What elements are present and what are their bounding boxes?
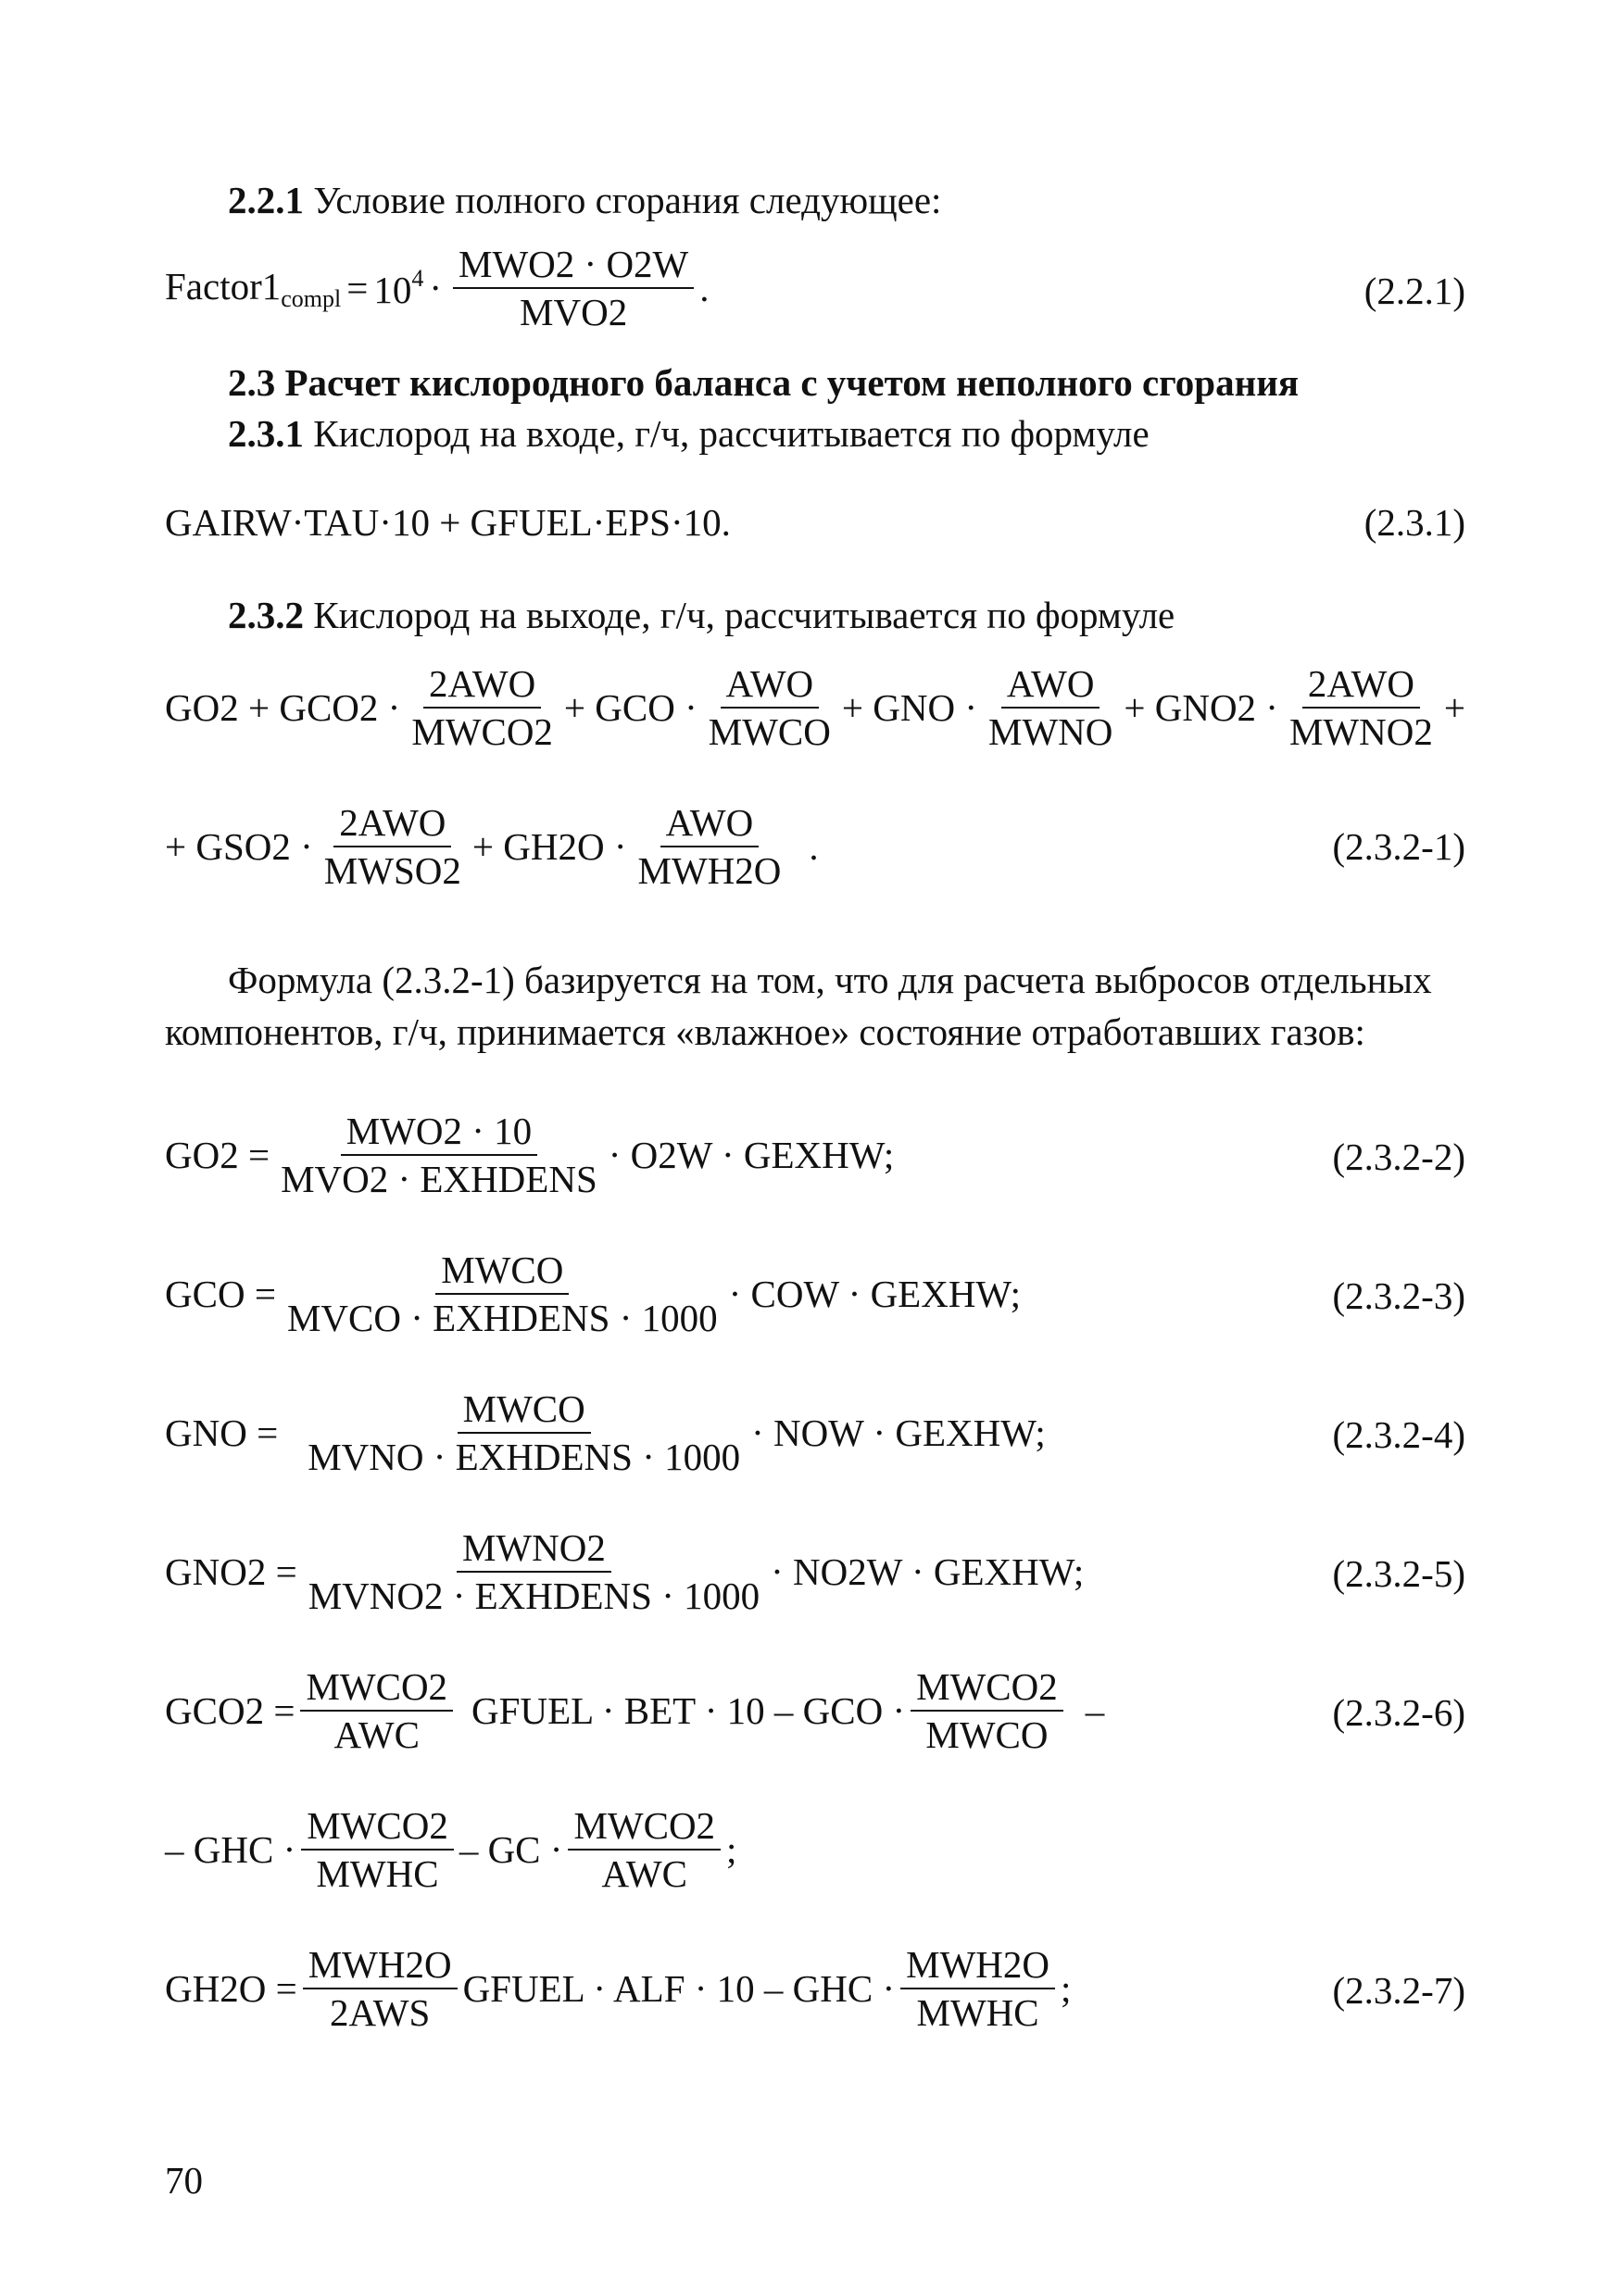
fraction: $\frac{\text{MWH2O}}{\text{2AWS}}$: [303, 1943, 458, 2034]
formula-2-3-2-1-line2: + GSO2 · $\frac{\text{2AWO}}{\text{MWSO2}}$ + GH2O · $\frac{\text{AWO}}{\text{MWH2O}}$ .: [165, 801, 819, 892]
fraction: $\frac{\text{2AWO}}{\text{MWSO2}}$: [323, 801, 461, 892]
paragraph-2-2-1: [165, 174, 1466, 226]
paragraph-2-3-2: [165, 589, 1466, 641]
fraction: $\frac{\text{MWCO}}{\text{MVNO · EXHDENS · 1000}}$: [308, 1387, 741, 1478]
formula-2-3-2-6-line1: GCO2 = $\frac{\text{MWCO2}}{\text{AWC}}$ GFUEL · BET · 10 – GCO · $\frac{\text{MWCO2}}{\text{MWCO}}$ –: [165, 1665, 1105, 1756]
formula-2-3-2-4: GNO = $\frac{\text{MWCO}}{\text{MVNO · EXHDENS · 1000}}$ · NOW · GEXHW;: [165, 1387, 1046, 1478]
formula-lhs: $Factor1_{compl}$: [165, 264, 342, 312]
formula-2-2-1: $Factor1_{compl}$ = $10^4$ · $\frac{\text{MWO2 · O2W}}{\text{MVO2}}$ .: [165, 243, 710, 333]
equation-number: (2.3.2-5): [1332, 1552, 1465, 1595]
equation-number: (2.3.2-7): [1332, 1969, 1465, 2012]
equation-number: (2.3.1): [1363, 501, 1465, 544]
formula-2-3-2-3: GCO = $\frac{\text{MWCO}}{\text{MVCO · EXHDENS · 1000}}$ · COW · GEXHW;: [165, 1248, 1022, 1339]
formula-2-3-2-5: GNO2 = $\frac{\text{MWNO2}}{\text{MVNO2 · EXHDENS · 1000}}$ · NO2W · GEXHW;: [165, 1526, 1085, 1617]
paragraph-text: Кислород на выходе, г/ч, рассчитывается по формуле: [304, 594, 1175, 636]
section-label: 2.3.2: [228, 594, 304, 636]
formula-2-3-2-1-line1: GO2 + GCO2 · $\frac{\text{2AWO}}{\text{MWCO2}}$ + GCO · $\frac{\text{AWO}}{\text{MWCO}}$ + GNO · $\frac{\text{AWO}}{\text{MWNO}}$ + GNO2 · $\frac{\text{2AWO}}{\text{MWNO2}}$ +: [165, 662, 1465, 753]
section-heading-2-3: 2.3 Расчет кислородного баланса с учетом неполного сгорания: [228, 361, 1300, 404]
fraction: $\frac{\text{MWO2 · O2W}}{\text{MVO2}}$: [453, 243, 694, 333]
fraction: $\frac{\text{MWCO}}{\text{MVCO · EXHDENS · 1000}}$: [286, 1248, 718, 1339]
paragraph-text: Условие полного сгорания следующее:: [304, 179, 942, 221]
fraction: $\frac{\text{MWCO2}}{\text{AWC}}$: [300, 1665, 453, 1756]
fraction: $\frac{\text{MWO2 · 10}}{\text{MVO2 · EXHDENS}}$: [281, 1110, 597, 1200]
formula-2-3-2-7: GH2O = $\frac{\text{MWH2O}}{\text{2AWS}}$ GFUEL · ALF · 10 – GHC · $\frac{\text{MWH2O}}{\text{MWHC}}$ ;: [165, 1943, 1072, 2034]
equation-number: (2.2.1): [1363, 270, 1465, 312]
power-of-ten: $10^4$: [373, 264, 424, 311]
paragraph-basis: Формула (2.3.2-1) базируется на том, что для расчета выбросов отдельных компонентов, г/ч, принимается «влажное» состояние отработавших газов:: [165, 959, 1432, 1053]
equation-number: (2.3.2-6): [1332, 1691, 1465, 1734]
section-label: 2.3.1: [228, 412, 304, 455]
formula-2-3-2-6-line2: – GHC · $\frac{\text{MWCO2}}{\text{MWHC}}$ – GC · $\frac{\text{MWCO2}}{\text{AWC}}$ ;: [165, 1804, 737, 1895]
section-label: 2.2.1: [228, 179, 304, 221]
page-number: 70: [165, 2159, 203, 2202]
fraction: $\frac{\text{2AWO}}{\text{MWCO2}}$: [411, 662, 553, 753]
fraction: $\frac{\text{MWCO2}}{\text{MWHC}}$: [301, 1804, 454, 1895]
fraction: $\frac{\text{MWNO2}}{\text{MVNO2 · EXHDENS · 1000}}$: [308, 1526, 760, 1617]
fraction: $\frac{\text{AWO}}{\text{MWH2O}}$: [637, 801, 782, 892]
fraction: $\frac{\text{MWCO2}}{\text{AWC}}$: [568, 1804, 721, 1895]
fraction: $\frac{\text{AWO}}{\text{MWCO}}$: [708, 662, 831, 753]
fraction: $\frac{\text{MWH2O}}{\text{MWHC}}$: [900, 1943, 1055, 2034]
fraction: $\frac{\text{MWCO2}}{\text{MWCO}}$: [911, 1665, 1063, 1756]
paragraph-2-3-1: [165, 408, 1466, 459]
equation-number: (2.3.2-4): [1332, 1413, 1465, 1456]
fraction: $\frac{\text{AWO}}{\text{MWNO}}$: [987, 662, 1113, 753]
paragraph-text: Кислород на входе, г/ч, рассчитывается по формуле: [304, 412, 1150, 455]
equation-number: (2.3.2-3): [1332, 1274, 1465, 1317]
fraction: $\frac{\text{2AWO}}{\text{MWNO2}}$: [1288, 662, 1433, 753]
formula-2-3-1: GAIRW·TAU·10 + GFUEL·EPS·10.: [165, 501, 731, 544]
formula-2-3-2-2: GO2 = $\frac{\text{MWO2 · 10}}{\text{MVO2 · EXHDENS}}$ · O2W · GEXHW;: [165, 1110, 895, 1200]
equation-number: (2.3.2-2): [1332, 1135, 1465, 1178]
equation-number: (2.3.2-1): [1332, 825, 1465, 868]
